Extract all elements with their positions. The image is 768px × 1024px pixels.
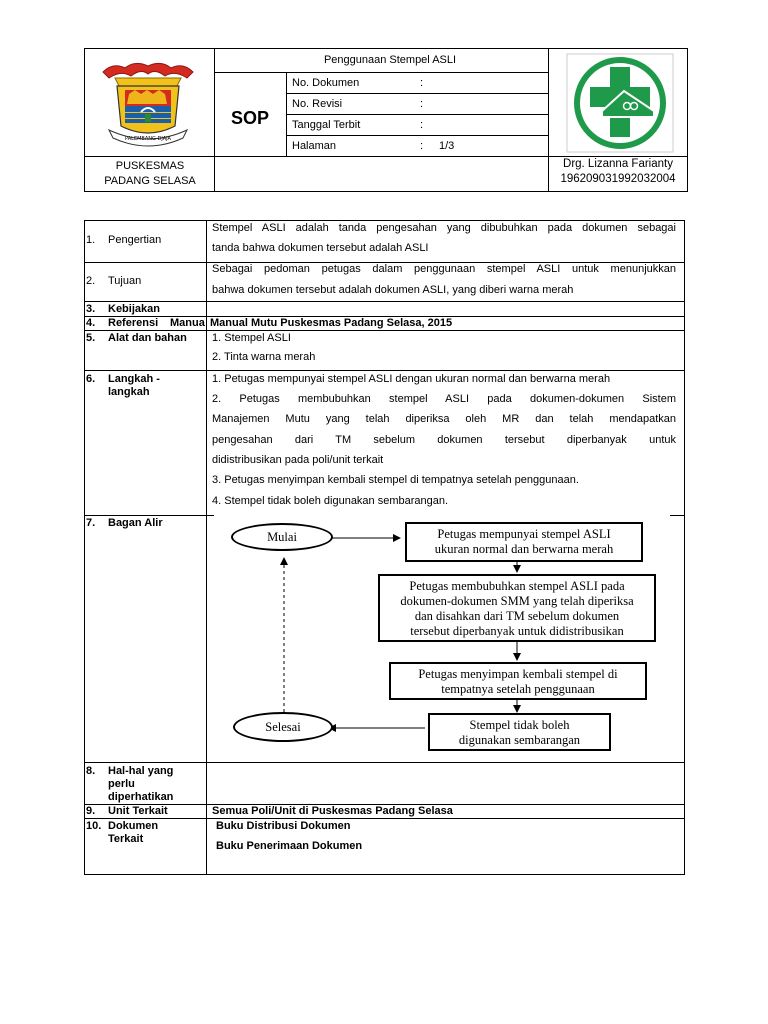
field-label-no-revisi: No. Revisi: [292, 98, 343, 110]
flow-end-terminal: [233, 712, 333, 742]
flow-step-line: Petugas mempunyai stempel ASLI: [437, 527, 611, 541]
flow-start-terminal: [231, 523, 333, 551]
row-divider: [84, 818, 685, 819]
field-value-halaman: 1/3: [439, 140, 455, 152]
signer-nip: 196209031992032004: [560, 173, 676, 185]
section-number: 7.: [86, 517, 96, 529]
section-text: 2. Tinta warna merah: [212, 351, 316, 363]
flow-step-line: Petugas menyimpan kembali stempel di: [418, 667, 618, 681]
flow-step-3: [389, 662, 647, 700]
header-divider: [214, 72, 548, 73]
field-separator: :: [420, 119, 424, 131]
section-label: langkah: [108, 386, 150, 398]
section-text: Buku Distribusi Dokumen: [216, 820, 351, 832]
section-label: Dokumen: [108, 820, 159, 832]
flow-end-label: Selesai: [265, 720, 301, 734]
flow-step-line: Petugas membubuhkan stempel ASLI pada: [409, 579, 625, 593]
section-text: Sebagai pedoman petugas dalam penggunaan stempel ASLI untuk menunjukkan: [212, 263, 676, 275]
section-label: Kebijakan: [108, 303, 160, 315]
flow-step-line: Stempel tidak boleh: [469, 718, 570, 732]
flow-step-line: tempatnya setelah penggunaan: [441, 682, 595, 696]
section-number: 9.: [86, 805, 96, 817]
header-divider: [286, 114, 548, 115]
section-text: Buku Penerimaan Dokumen: [216, 840, 363, 852]
flow-step-line: dokumen-dokumen SMM yang telah diperiksa: [400, 594, 634, 608]
row-divider: [84, 762, 685, 763]
org-name-line1: PUSKESMAS: [115, 160, 185, 172]
logo-banner-text: PALEMBANG DJAJA: [125, 136, 171, 142]
section-text: pengesahan dari TM sebelum dokumen tersebut diperbanyak untuk: [212, 434, 676, 446]
section-label: diperhatikan: [108, 791, 174, 803]
row-divider: [84, 330, 685, 331]
section-label: Tujuan: [108, 275, 142, 287]
section-text: Semua Poli/Unit di Puskesmas Padang Selasa: [212, 805, 453, 817]
flow-step-4: [428, 713, 611, 751]
palembang-city-logo: [95, 56, 201, 152]
section-label: Hal-hal yang: [108, 765, 174, 777]
section-text: didistribusikan pada poli/unit terkait: [212, 454, 384, 466]
sop-label: SOP: [231, 108, 270, 128]
row-divider: [84, 370, 685, 371]
section-number: 4.: [86, 317, 96, 329]
field-separator: :: [420, 77, 424, 89]
puskesmas-logo: [566, 53, 674, 153]
section-text: 3. Petugas menyimpan kembali stempel di tempatnya setelah penggunaan.: [212, 474, 579, 486]
section-label: perlu: [108, 778, 135, 790]
header-divider: [214, 48, 215, 192]
field-label-halaman: Halaman: [292, 140, 337, 152]
signer-name: Drg. Lizanna Farianty: [563, 158, 673, 170]
field-separator: :: [420, 140, 424, 152]
section-number: 8.: [86, 765, 96, 777]
section-text: 4. Stempel tidak boleh digunakan sembarangan.: [212, 495, 449, 507]
field-separator: :: [420, 98, 424, 110]
flow-start-label: Mulai: [267, 530, 297, 544]
section-text: bahwa dokumen tersebut adalah dokumen ASLI, yang diberi warna merah: [212, 284, 574, 296]
section-text: Manual Mutu Puskesmas Padang Selasa, 2015: [210, 317, 453, 329]
section-text: Manajemen Mutu yang telah diperiksa oleh MR dan telah mendapatkan: [212, 413, 676, 425]
section-text: Stempel ASLI adalah tanda pengesahan yang dibubuhkan pada dokumen sebagai: [212, 222, 676, 234]
field-label-tanggal-terbit: Tanggal Terbit: [292, 119, 361, 131]
section-text: 1. Stempel ASLI: [212, 332, 291, 344]
row-divider: [84, 301, 685, 302]
section-text: 2. Petugas membubuhkan stempel ASLI pada dokumen-dokumen Sistem: [212, 393, 676, 405]
section-label: Alat dan bahan: [108, 332, 187, 344]
flow-step-line: tersebut diperbanyak untuk didistribusikan: [410, 624, 624, 638]
field-label-no-dokumen: No. Dokumen: [292, 77, 360, 89]
section-label: Pengertian: [108, 234, 162, 246]
section-text: 1. Petugas mempunyai stempel ASLI dengan ukuran normal dan berwarna merah: [212, 373, 611, 385]
section-label: Unit Terkait: [108, 805, 168, 817]
section-number: 2.: [86, 275, 96, 287]
header-divider: [84, 156, 688, 157]
flow-step-line: ukuran normal dan berwarna merah: [434, 542, 614, 556]
section-number: 3.: [86, 303, 96, 315]
org-name-line2: PADANG SELASA: [104, 175, 196, 187]
section-label: Referensi: [108, 317, 159, 329]
section-label-overflow: Manua: [170, 317, 205, 329]
document-title: Penggunaan Stempel ASLI: [323, 54, 457, 66]
section-number: 10.: [86, 820, 102, 832]
header-divider: [286, 135, 548, 136]
flow-step-line: dan disahkan dari TM sebelum dokumen: [414, 609, 620, 623]
section-label: Bagan Alir: [108, 517, 163, 529]
flow-step-line: digunakan sembarangan: [458, 733, 581, 747]
section-text: tanda bahwa dokumen tersebut adalah ASLI: [212, 242, 429, 254]
row-divider: [84, 515, 214, 516]
section-number: 6.: [86, 373, 96, 385]
flow-step-2: [378, 574, 656, 642]
section-number: 1.: [86, 234, 96, 246]
flow-step-1: [405, 522, 643, 562]
header-divider: [286, 93, 548, 94]
section-label: Terkait: [108, 833, 144, 845]
section-label: Langkah -: [108, 373, 160, 385]
section-number: 5.: [86, 332, 96, 344]
